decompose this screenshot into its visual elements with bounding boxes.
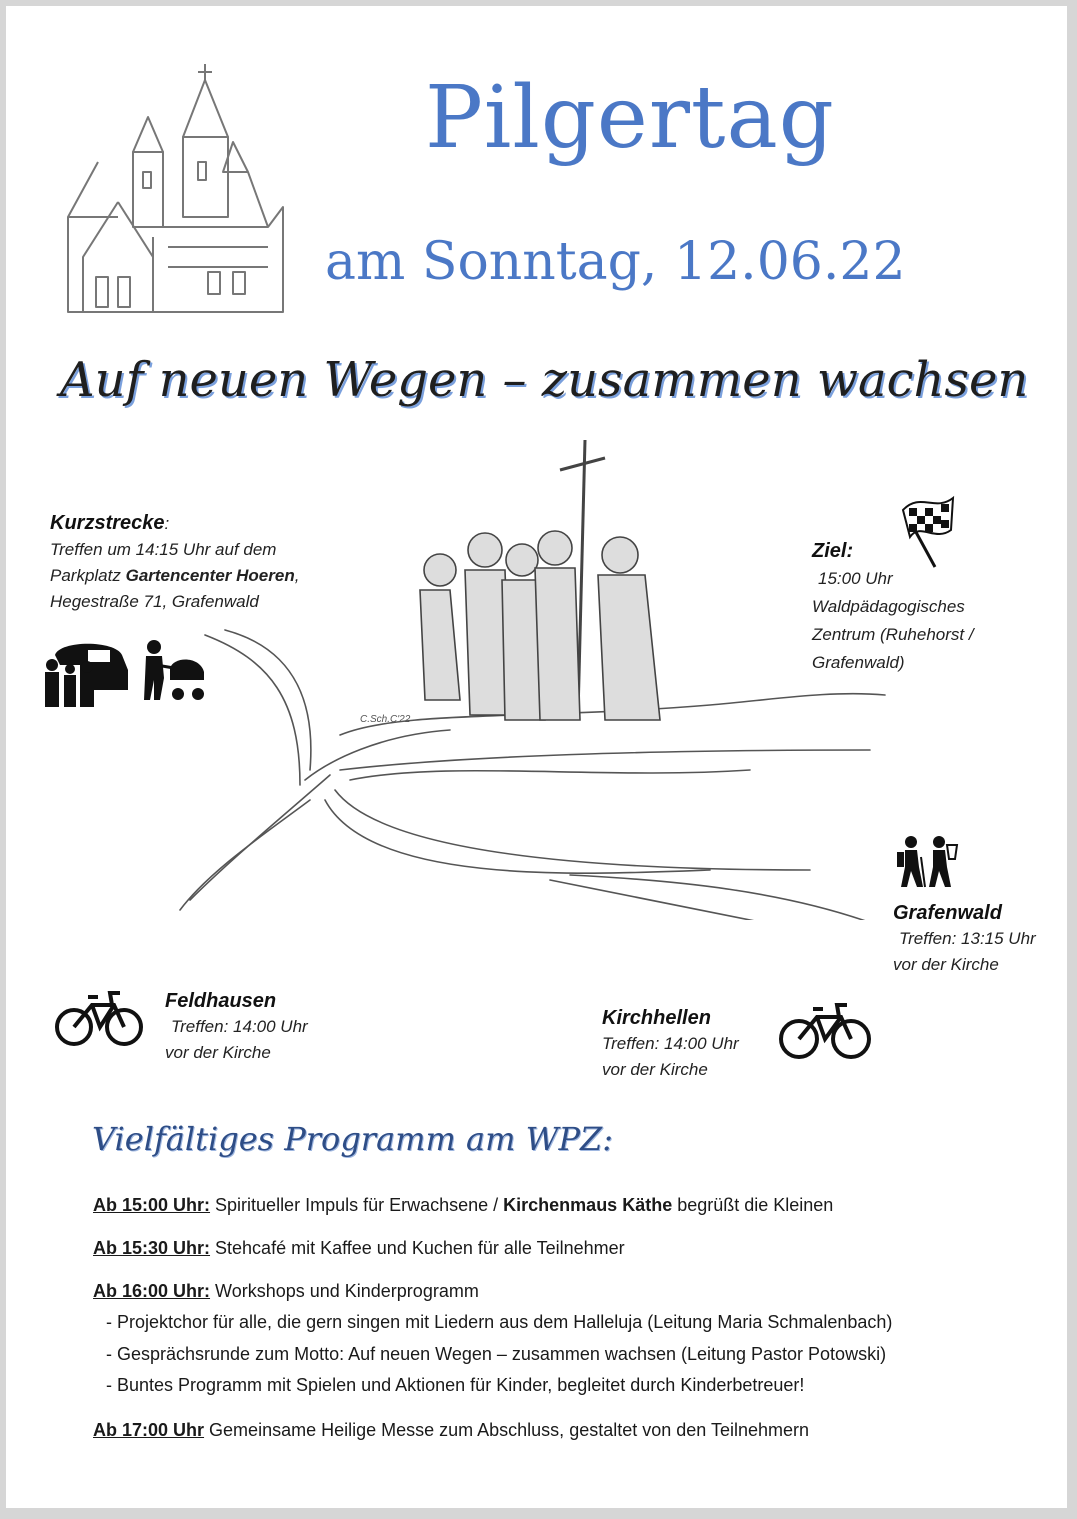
- feldhausen-heading: Feldhausen: [165, 990, 277, 1012]
- program-item: [93, 1238, 625, 1259]
- program-time: Ab 17:00 Uhr: [93, 1420, 205, 1440]
- program-title: Vielfältiges Programm am WPZ:: [92, 1120, 614, 1158]
- program-item: [93, 1281, 479, 1302]
- program-text: Workshops und Kinderprogramm: [210, 1281, 479, 1301]
- kurzstrecke-block: [50, 510, 299, 615]
- program-item: [93, 1420, 809, 1441]
- ziel-block: [812, 537, 974, 677]
- feldhausen-place: vor der Kirche: [165, 1043, 271, 1062]
- path-illustration: [150, 430, 910, 920]
- program-time: Ab 15:30 Uhr:: [93, 1238, 211, 1258]
- kirchhellen-time: Treffen: 14:00 Uhr: [602, 1034, 739, 1053]
- program-text: Spiritueller Impuls für Erwachsene /: [210, 1195, 504, 1215]
- kurzstrecke-heading: Kurzstrecke: [50, 512, 165, 534]
- kirchhellen-place: vor der Kirche: [602, 1060, 708, 1079]
- ziel-line3: Zentrum (Ruhehorst /: [812, 625, 974, 644]
- kurzstrecke-line2-prefix: Parkplatz: [50, 566, 126, 585]
- event-date: am Sonntag, 12.06.22: [325, 232, 906, 292]
- grafenwald-time: Treffen: 13:15 Uhr: [899, 929, 1036, 948]
- feldhausen-block: [165, 988, 308, 1066]
- ziel-line2: Waldpädagogisches: [812, 597, 965, 616]
- ziel-heading: Ziel:: [812, 540, 854, 562]
- grafenwald-place: vor der Kirche: [893, 955, 999, 974]
- kurzstrecke-location: Gartencenter Hoeren: [125, 566, 295, 585]
- ziel-line4: Grafenwald): [812, 653, 905, 672]
- workshop-item: - Projektchor für alle, die gern singen mit Liedern aus dem Halleluja (Leitung Maria Schmalenbach): [106, 1312, 893, 1332]
- hikers-icon: [895, 835, 960, 890]
- bicycle-icon: [775, 995, 875, 1067]
- program-text: Gemeinsame Heilige Messe zum Abschluss, gestaltet von den Teilnehmern: [204, 1420, 810, 1440]
- bicycle-icon: [52, 985, 146, 1055]
- kurzstrecke-line1: Treffen um 14:15 Uhr auf dem: [50, 540, 277, 559]
- family-car-icon: [40, 635, 130, 710]
- kurzstrecke-colon: :: [164, 514, 170, 533]
- feldhausen-time: Treffen: 14:00 Uhr: [171, 1017, 308, 1036]
- ziel-time: 15:00 Uhr: [818, 569, 893, 588]
- program-text-suffix: begrüßt die Kleinen: [672, 1195, 834, 1215]
- motto-heading: Auf neuen Wegen – zusammen wachsen: [60, 352, 1029, 408]
- stroller-icon: [138, 638, 208, 703]
- kurzstrecke-line3: Hegestraße 71, Grafenwald: [50, 592, 259, 611]
- kirchhellen-heading: Kirchhellen: [602, 1007, 711, 1029]
- workshop-item: - Gesprächsrunde zum Motto: Auf neuen Wegen – zusammen wachsen (Leitung Pastor Potowski): [106, 1344, 887, 1364]
- grafenwald-block: [893, 900, 1036, 978]
- program-item: [93, 1195, 833, 1216]
- kurzstrecke-line2-suffix: ,: [294, 566, 300, 585]
- program-time: Ab 15:00 Uhr:: [93, 1195, 211, 1215]
- kirchhellen-block: [602, 1005, 739, 1083]
- artist-signature: C.Sch.C'22: [360, 714, 411, 725]
- grafenwald-heading: Grafenwald: [893, 902, 1002, 924]
- workshop-item: - Buntes Programm mit Spielen und Aktionen für Kinder, begleitet durch Kinderbetreuer!: [106, 1375, 805, 1395]
- program-text: Stehcafé mit Kaffee und Kuchen für alle Teilnehmer: [210, 1238, 625, 1258]
- program-highlight: Kirchenmaus Käthe: [503, 1195, 673, 1215]
- program-time: Ab 16:00 Uhr:: [93, 1281, 211, 1301]
- page-title: Pilgertag: [425, 68, 835, 168]
- church-illustration: [58, 62, 293, 317]
